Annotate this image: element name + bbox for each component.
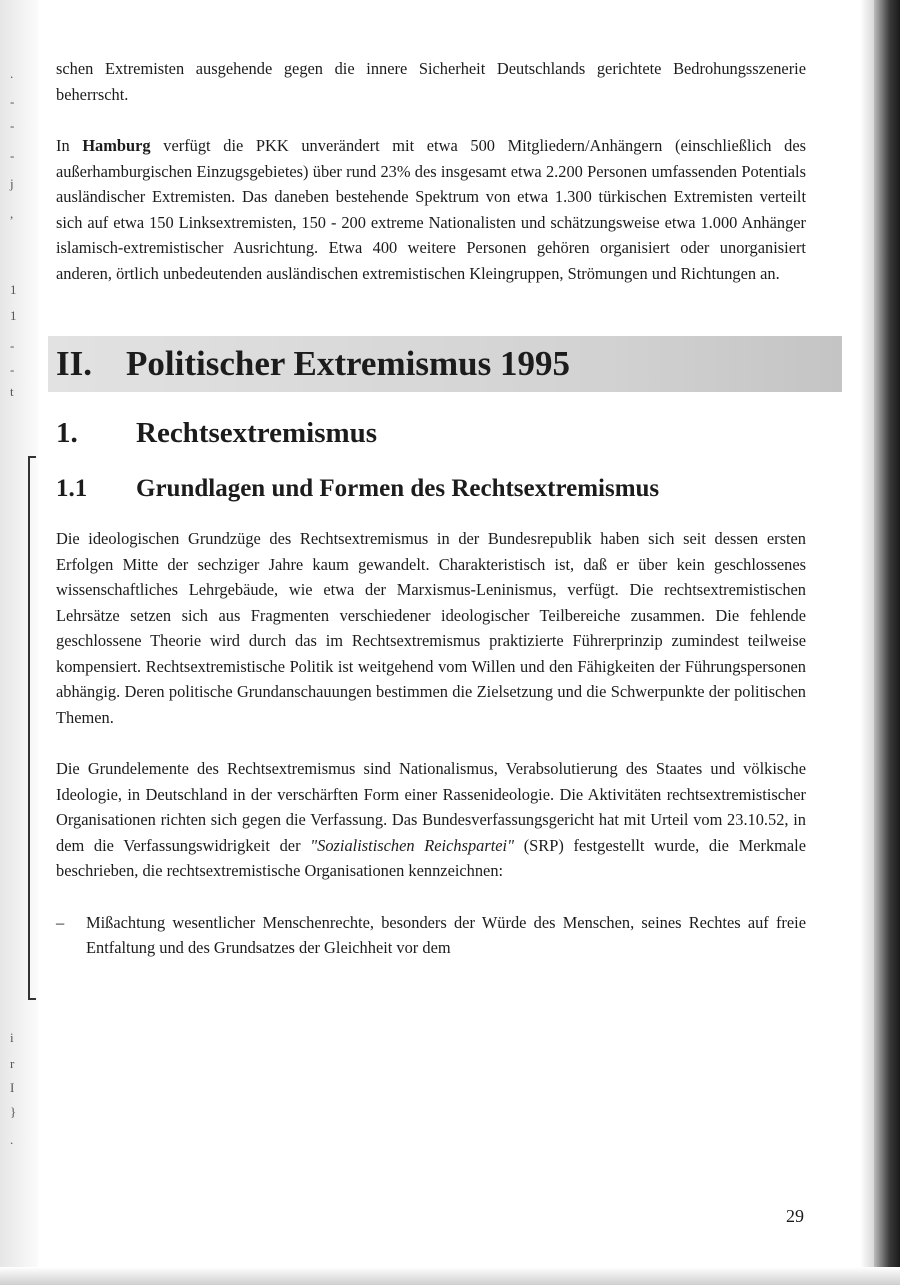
italic-term: "Sozialistischen Reichspartei"	[310, 835, 514, 855]
margin-mark: -	[10, 118, 15, 133]
margin-mark: i	[10, 1030, 14, 1045]
margin-mark: I	[10, 1080, 15, 1095]
paragraph-text: verfügt die PKK unverändert mit etwa 500 Mitgliedern/Anhängern (einschließlich des außerhamburgischen Einzugsgebietes) über rund 23% des insgesamt etwa 2.200 Personen umfassenden Potentials ausländischer Extremisten. Das daneben bestehende Spektrum von etwa 1.300 türkischen Extremisten verteilt sich auf etwa 150 Linksextremisten, 150 - 200 extreme Nationalisten und schätzungsweise etwa 1.000 Anhänger islamisch-extremistischer Ausrichtung. Etwa 400 weitere Personen gehören organisiert oder unorganisiert anderen, örtlich unbedeutenden ausländischen extremistischen Kleingruppen, Strömungen und Richtungen an.	[56, 136, 806, 283]
bold-term: Hamburg	[82, 136, 151, 155]
subsection-number: 1.1	[56, 475, 88, 502]
margin-mark: -	[10, 94, 15, 109]
margin-bracket	[28, 456, 36, 1000]
margin-mark: j	[10, 176, 14, 191]
page-bottom-shadow	[0, 1267, 900, 1285]
section-title: Rechtsextremismus	[136, 417, 378, 449]
paragraph-ideology: Die ideologischen Grundzüge des Rechtsextremismus in der Bundesrepublik haben sich seit dessen ersten Erfolgen Mitte der sechziger Jahre kaum gewandelt. Charakteristisch ist, daß er über kein geschlossenes wissenschaftliches Lehrgebäude, wie etwa der Marxismus-Leninismus, verfügt. Die rechtsextremistischen Lehrsätze setzen sich aus Fragmenten verschiedener ideologischer Teilbereiche zusammen. Die fehlende geschlossene Theorie wird durch das im Rechtsextremismus praktizierte Führerprinzip zumindest teilweise kompensiert. Rechtsextremistische Politik ist weitgehend vom Willen und den Fähigkeiten der Führungspersonen abhängig. Deren politische Grundanschauungen bestimmen die Zielsetzung und die Schwerpunkte der politischen Themen.	[56, 529, 806, 727]
margin-mark: t	[10, 384, 14, 399]
margin-mark: .	[10, 1132, 14, 1147]
list-item	[56, 910, 806, 961]
margin-mark: }	[10, 1104, 17, 1119]
paragraph-text: (SRP) festgestellt wurde, die Merkmale beschrieben, die rechtsextremistische Organisationen kennzeichnen:	[56, 835, 807, 880]
chapter-title: Politischer Extremismus 1995	[126, 344, 570, 383]
margin-mark: -	[10, 148, 15, 163]
paragraph-grundelemente	[56, 756, 806, 884]
margin-mark: -	[10, 362, 15, 377]
margin-mark: 1	[10, 282, 17, 297]
chapter-heading	[48, 336, 842, 392]
paragraph-text: In	[56, 136, 83, 155]
margin-mark: -	[10, 338, 15, 353]
margin-mark: r	[10, 1056, 15, 1071]
section-heading	[56, 416, 806, 450]
subsection-title: Grundlagen und Formen des Rechtsextremismus	[136, 475, 660, 502]
margin-mark: 1	[10, 308, 17, 323]
margin-mark: .	[10, 66, 14, 81]
subsection-heading	[56, 474, 806, 504]
paragraph-continuation: schen Extremisten ausgehende gegen die innere Sicherheit Deutschlands gerichtete Bedrohungsszenerie beherrscht.	[56, 59, 806, 104]
section-number: 1.	[56, 417, 78, 449]
page-edge-shadow	[874, 0, 900, 1285]
margin-mark: ,	[10, 206, 14, 221]
list-marker: –	[56, 912, 65, 932]
page-content	[56, 56, 806, 961]
list-item-text: Mißachtung wesentlicher Menschenrechte, besonders der Würde des Menschen, seines Rechtes auf freie Entfaltung und des Grundsatzes der Gleichheit vor dem	[86, 912, 806, 957]
page-number: 29	[786, 1206, 804, 1226]
paragraph-text: Die Grundelemente des Rechtsextremismus sind Nationalismus, Verabsolutierung des Staates und völkische Ideologie, in Deutschland in der verschärften Form einer Rassenideologie. Die Aktivitäten rechtsextremistischer Organisationen richten sich gegen die Verfassung. Das Bundesverfassungsgericht hat mit Urteil vom 23.10.52, in dem die Verfassungswidrigkeit der	[56, 759, 806, 855]
paragraph-hamburg	[56, 133, 806, 286]
chapter-number: II.	[56, 344, 92, 383]
